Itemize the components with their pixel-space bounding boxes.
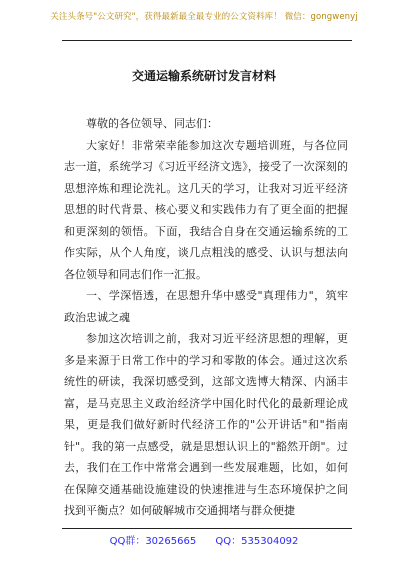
salutation: 尊敬的各位领导、同志们： [86,117,218,130]
document-body [64,113,348,522]
paragraph-intro: 大家好！非常荣幸能参加这次专题培训班，与各位同志一道，系统学习《习近平经济文选》，接受了一次深刻的思想淬炼和理论洗礼。这几天的学习，让我对习近平经济思想的时代背景、核心要义和实践伟力有了更全面的把握和更深刻的领悟。下面，我结合自身在交通运输系统的工作实际，从个人角度，谈几点粗浅的感受、认识与想法向各位领导和同志们作一汇报。 [64,138,348,281]
footer-qq-number: QQ：535304092 [215,536,299,547]
section-heading-1: 一、学深悟透，在思想升华中感受"真理伟力"，筑牢政治忠诚之魂 [64,289,348,324]
footer-contact [0,532,408,547]
paragraph-body: 参加这次培训之前，我对习近平经济思想的理解，更多是来源于日常工作中的学习和零散的体会。通过这次系统性的研读，我深切感受到，这部文选博大精深、内涵丰富，是马克思主义政治经济学中国化时代化的最新理论成果，更是我们做好新时代经济工作的"公开讲话"和"指南针"。我的第一点感受，就是思想认识上的"豁然开朗"。过去，我们在工作中常常会遇到一些发展难题，比如，如何在保障交通基础设施建设的快速推进与生态环境保护之间找到平衡点？如何破解城市交通拥堵与群众便捷 [64,332,348,517]
header-note: 关注头条号"公文研究"，获得最新最全最专业的公文资料库！ 微信：gongwenyj [50,12,358,22]
document-title: 交通运输系统研讨发言材料 [131,69,276,83]
footer-divider [62,528,352,529]
header-divider [62,40,352,41]
footer-qq-group: QQ群：30265665 [109,536,197,547]
